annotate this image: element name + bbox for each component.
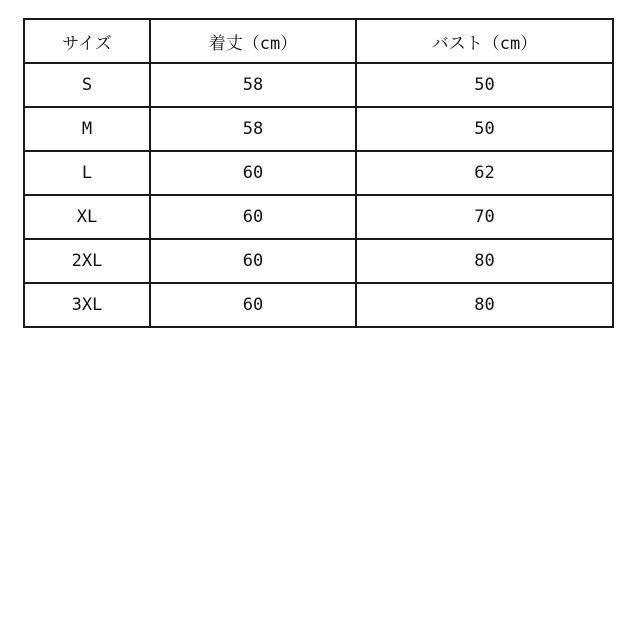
size-cell: 2XL [24,239,150,283]
length-cell: 60 [150,283,356,327]
bust-cell: 70 [356,195,613,239]
header-bust: バスト（cm） [356,19,613,63]
length-cell: 60 [150,151,356,195]
table-row [24,151,613,195]
table-row [24,239,613,283]
bust-cell: 50 [356,63,613,107]
size-cell: 3XL [24,283,150,327]
size-cell: S [24,63,150,107]
bust-cell: 62 [356,151,613,195]
bust-cell: 80 [356,283,613,327]
length-cell: 58 [150,107,356,151]
size-cell: XL [24,195,150,239]
table-row [24,195,613,239]
size-cell: L [24,151,150,195]
size-cell: M [24,107,150,151]
length-cell: 60 [150,239,356,283]
size-chart-table [23,18,614,328]
table-row [24,63,613,107]
length-cell: 58 [150,63,356,107]
bust-cell: 50 [356,107,613,151]
header-length: 着丈（cm） [150,19,356,63]
header-size: サイズ [24,19,150,63]
table-row [24,107,613,151]
length-cell: 60 [150,195,356,239]
table-row [24,283,613,327]
header-row [24,19,613,63]
bust-cell: 80 [356,239,613,283]
